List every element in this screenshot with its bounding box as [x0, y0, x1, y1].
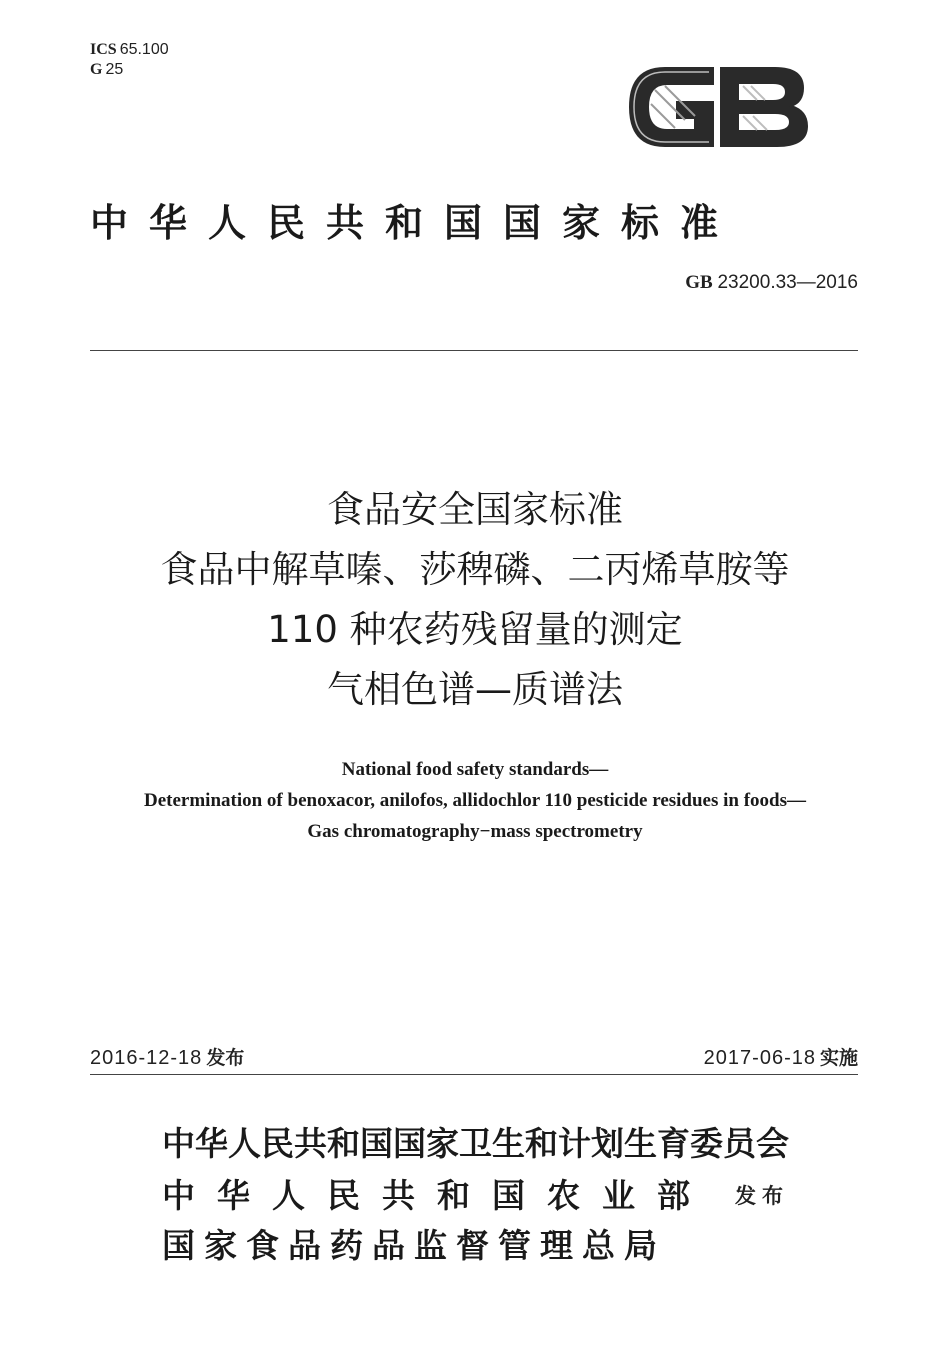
title-en-line-3: Gas chromatography−mass spectrometry [307, 821, 643, 842]
top-divider [90, 350, 858, 351]
gb-logo [625, 60, 810, 155]
ics-code: ICS 65.100 [90, 41, 169, 58]
title-cn-line-1: 食品安全国家标准 [327, 488, 623, 531]
issuer-nhfpc: 中华人民共和国国家卫生和计划生育委员会 [162, 1124, 789, 1163]
title-cn-line-2: 食品中解草嗪、莎稗磷、二丙烯草胺等 [160, 548, 790, 591]
publish-label: 发布 [735, 1184, 789, 1208]
title-en-line-2: Determination of benoxacor, anilofos, allidochlor 110 pesticide residues in foods— [143, 790, 807, 811]
title-cn-line-4: 气相色谱—质谱法 [327, 668, 623, 711]
classification-codes [90, 40, 169, 80]
issuer-moa: 中华人民共和国农业部 [162, 1176, 712, 1215]
bottom-divider [90, 1074, 858, 1075]
standard-number: GB 23200.33—2016 [685, 272, 858, 293]
org-title: 中华人民共和国国家标准 [90, 201, 740, 245]
implement-date: 2017-06-18 实施 [703, 1047, 858, 1069]
title-en-line-1: National food safety standards— [341, 759, 609, 780]
issue-date: 2016-12-18 发布 [90, 1047, 245, 1069]
title-cn-line-3: 110 种农药残留量的测定 [267, 608, 683, 651]
issuer-cfda: 国家食品药品监督管理总局 [162, 1226, 666, 1265]
ccs-code: G 25 [90, 61, 124, 78]
